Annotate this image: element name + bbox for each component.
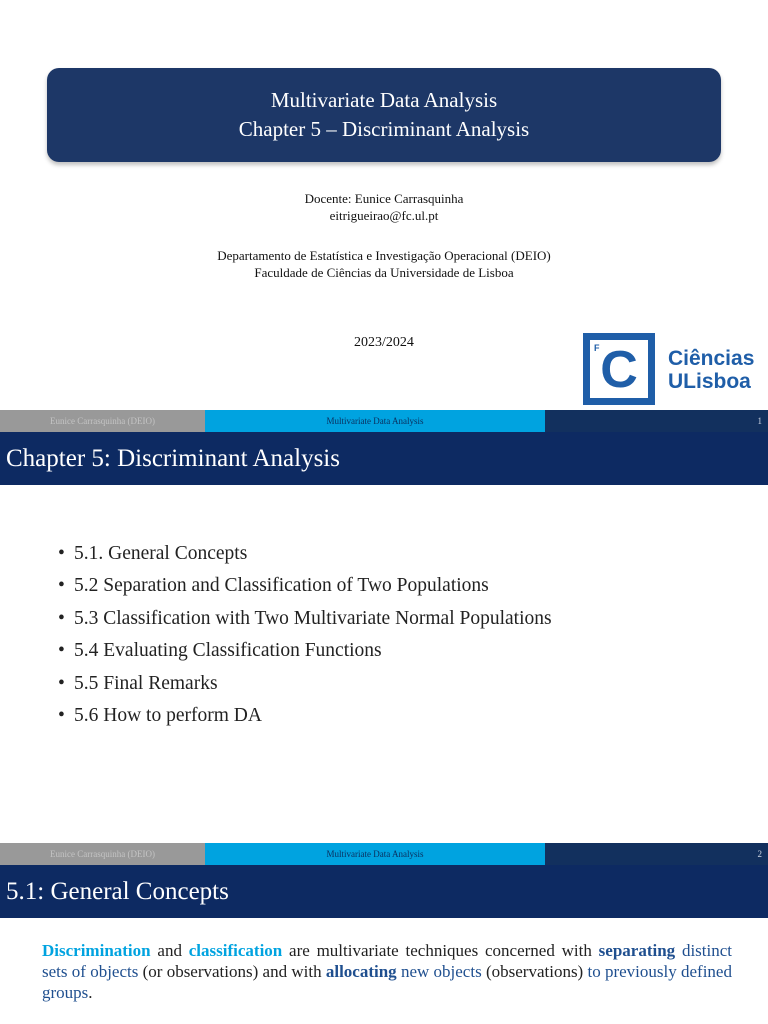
list-item xyxy=(58,605,552,637)
footer-author: Eunice Carrasquinha (DEIO) xyxy=(0,843,205,865)
text-run: . xyxy=(88,983,93,1002)
bullet: • xyxy=(58,672,65,694)
docente: Docente: Eunice Carrasquinha xyxy=(304,191,464,206)
keyword-separating: separating xyxy=(598,941,676,960)
list-item-text: 5.6 How to perform DA xyxy=(74,704,262,726)
logo-letter: C xyxy=(600,341,638,399)
text-run: new objects xyxy=(396,962,482,981)
bullet: • xyxy=(58,607,65,629)
bullet: • xyxy=(58,640,65,662)
keyword-classification: classification xyxy=(188,941,283,960)
bullet: • xyxy=(58,575,65,597)
definition-paragraph xyxy=(42,940,732,1003)
footer-bar-2 xyxy=(0,843,768,865)
title-box xyxy=(47,68,721,162)
keyword-discrimination: Discrimination xyxy=(42,941,151,960)
text-run: and xyxy=(150,941,189,960)
footer-course: Multivariate Data Analysis xyxy=(205,410,545,432)
bullet: • xyxy=(58,543,65,564)
chapter-outline xyxy=(58,540,552,734)
academic-year: 2023/2024 xyxy=(354,335,414,350)
email: eitrigueirao@fc.ul.pt xyxy=(329,208,439,223)
list-item-text: 5.4 Evaluating Classification Functions xyxy=(74,640,382,662)
slide-title: Chapter 5: Discriminant Analysis xyxy=(0,432,768,485)
logo-corner-letter: F xyxy=(594,343,600,353)
list-item xyxy=(58,540,552,572)
bullet: • xyxy=(58,704,65,726)
logo-text-line2: ULisboa xyxy=(668,370,751,393)
list-item-text: 5.2 Separation and Classification of Two Populations xyxy=(74,575,489,597)
list-item-text: 5.3 Classification with Two Multivariate Normal Populations xyxy=(74,607,552,629)
keyword-allocating: allocating xyxy=(325,962,397,981)
slide-title: 5.1: General Concepts xyxy=(0,865,768,918)
presentation-title: Multivariate Data Analysis xyxy=(270,88,498,112)
text-run: are multivariate techniques concerned with xyxy=(282,941,599,960)
chapter-title: Chapter 5 – Discriminant Analysis xyxy=(238,117,530,141)
logo-text-line1: Ciências xyxy=(668,347,755,370)
ciencias-logo xyxy=(583,333,655,405)
footer-bar-1 xyxy=(0,410,768,432)
department: Departamento de Estatística e Investigação Operacional (DEIO) xyxy=(217,248,551,263)
list-item xyxy=(58,702,552,734)
text-run: to previously defined groups xyxy=(42,962,732,1002)
footer-page-number xyxy=(545,843,768,865)
page-number: 1 xyxy=(757,416,762,426)
faculty: Faculdade de Ciências da Universidade de Lisboa xyxy=(254,265,514,280)
list-item xyxy=(58,670,552,702)
text-run: (or observations) and with xyxy=(138,962,326,981)
list-item-text: 5.5 Final Remarks xyxy=(74,672,218,694)
text-run: (observations) xyxy=(481,962,588,981)
list-item-text: 5.1. General Concepts xyxy=(74,543,248,564)
footer-page-number xyxy=(545,410,768,432)
footer-course: Multivariate Data Analysis xyxy=(205,843,545,865)
list-item xyxy=(58,637,552,669)
text-run: distinct sets of objects xyxy=(42,941,733,981)
page-number: 2 xyxy=(757,849,762,859)
list-item xyxy=(58,572,552,604)
footer-author: Eunice Carrasquinha (DEIO) xyxy=(0,410,205,432)
